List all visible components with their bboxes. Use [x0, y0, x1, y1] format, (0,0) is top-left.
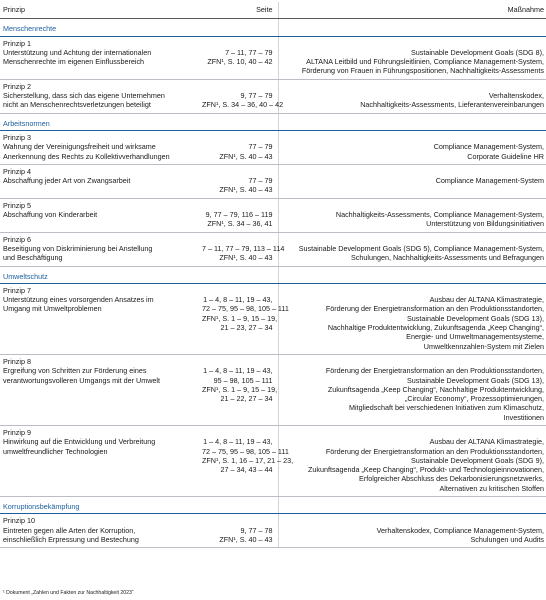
seite-line: 7 – 11, 77 – 79 [225, 47, 273, 57]
massnahme-spacer [282, 167, 545, 176]
massnahme-spacer [282, 39, 545, 48]
principle-text-line: Anerkennung des Rechts zu Kollektivverhandlungen [3, 151, 170, 161]
table-header-row [0, 2, 546, 19]
seite-spacer [202, 516, 273, 525]
seite-spacer [202, 82, 273, 91]
seite-spacer [202, 286, 273, 295]
massnahme-line: Sustainable Development Goals (SDG 8), [410, 47, 544, 57]
massnahme-line: Nachhaltige Produktentwicklung, Zukunftsagenda „Keep Changing“, [327, 323, 544, 333]
principle-row [0, 283, 546, 354]
section-seite-empty [199, 19, 278, 36]
seite-line: ZFN¹, S. 40 – 43 [219, 185, 273, 195]
seite-spacer [202, 357, 273, 366]
section-row [0, 113, 546, 130]
massnahme-line: Alternativen zu kritischen Stoffen [439, 483, 544, 493]
massnahme-line: Schulungen, Nachhaltigkeits-Assessments und Befragungen [351, 253, 544, 263]
seite-line: 77 – 79 [248, 142, 273, 152]
principle-row [0, 514, 546, 548]
seite-line: 72 – 75, 95 – 98, 105 – 111 [202, 304, 289, 314]
seite-line: ZFN¹, S. 40 – 43 [219, 151, 273, 161]
massnahme-spacer [282, 516, 545, 525]
section-seite-empty [199, 113, 278, 130]
massnahme-line: Verhaltenskodex, Compliance Management-System, [376, 525, 544, 535]
principle-cell [0, 130, 199, 164]
seite-line: 21 – 23, 27 – 34 [220, 323, 273, 333]
massnahme-line: Umweltkennzahlen-System mit Zielen [423, 341, 544, 351]
principle-row [0, 164, 546, 198]
massnahme-line: Förderung der Energietransformation an den Produktionsstandorten, [325, 446, 544, 456]
seite-spacer [202, 39, 273, 48]
massnahme-line: Förderung von Frauen in Führungspositionen, Nachhaltigkeits-Assessments [301, 66, 544, 76]
principle-title: Prinzip 7 [3, 285, 31, 295]
principle-text-line: Menschenrechte im eigenen Einflussbereich [3, 57, 145, 67]
massnahme-spacer [282, 82, 545, 91]
seite-line: 95 – 98, 105 – 111 [213, 375, 273, 385]
seite-cell [199, 36, 278, 79]
massnahme-cell [278, 283, 546, 354]
massnahme-cell [278, 354, 546, 425]
seite-spacer [202, 428, 273, 437]
seite-cell [199, 354, 278, 425]
seite-line: ZFN¹, S. 1, 16 – 17, 21 – 23, [202, 455, 294, 465]
section-massnahme-empty [278, 113, 546, 130]
section-massnahme-empty [278, 266, 546, 283]
principle-title: Prinzip 4 [3, 166, 31, 176]
seite-cell [199, 232, 285, 266]
massnahme-line: Energie- und Umweltmanagementsysteme, [406, 332, 544, 342]
principle-text-line: Eintreten gegen alle Arten der Korruption, [3, 525, 136, 535]
seite-line: 27 – 34, 43 – 44 [220, 465, 273, 475]
massnahme-cell [278, 130, 546, 164]
section-seite-empty [199, 497, 278, 514]
principle-text-line: Ergreifung von Schritten zur Förderung eines [3, 366, 147, 376]
seite-line: ZFN¹, S. 40 – 43 [219, 534, 273, 544]
massnahme-cell [278, 164, 546, 198]
principle-title: Prinzip 9 [3, 427, 31, 437]
principle-text-line: umweltfreundlicher Technologien [3, 446, 108, 456]
massnahme-spacer [282, 428, 545, 437]
seite-line: ZFN¹, S. 40 – 43 [219, 253, 273, 263]
massnahme-spacer [282, 201, 545, 210]
principle-row [0, 232, 546, 266]
principle-row [0, 130, 546, 164]
massnahme-line: Zukunftsagenda „Keep Changing“, Produkt- und Technologieinnovationen, [307, 465, 544, 475]
seite-line: ZFN¹, S. 1 – 9, 15 – 19, [202, 384, 278, 394]
principle-row [0, 425, 546, 496]
massnahme-spacer [282, 133, 545, 142]
principle-text-line: Unterstützung eines vorsorgenden Ansatzes im [3, 295, 154, 305]
seite-cell [199, 79, 284, 113]
seite-spacer [202, 133, 273, 142]
header-prinzip: Prinzip [0, 2, 199, 19]
massnahme-line: Erfolgreicher Abschluss des Dekarbonisierungsnetzwerks, [359, 474, 544, 484]
principle-text-line: Unterstützung und Achtung der internationalen [3, 47, 152, 57]
massnahme-line: Nachhaltigkeits-Assessments, Lieferantenvereinbarungen [360, 100, 544, 110]
section-title: Umweltschutz [0, 266, 199, 283]
principle-title: Prinzip 3 [3, 132, 31, 142]
seite-line: 1 – 4, 8 – 11, 19 – 43, [203, 295, 273, 305]
massnahme-line: „Circular Economy“, Prozessoptimierungen, [404, 394, 544, 404]
seite-line: 72 – 75, 95 – 98, 105 – 111 [202, 446, 289, 456]
principle-cell [0, 354, 199, 425]
massnahme-cell [278, 425, 546, 496]
seite-line: 1 – 4, 8 – 11, 19 – 43, [203, 437, 273, 447]
principle-title: Prinzip 8 [3, 356, 31, 366]
principle-title: Prinzip 5 [3, 200, 31, 210]
massnahme-spacer [282, 286, 545, 295]
principle-title: Prinzip 1 [3, 38, 31, 48]
seite-line: ZFN¹, S. 34 – 36, 41 [207, 219, 273, 229]
principle-title: Prinzip 2 [3, 81, 31, 91]
seite-line: 77 – 79 [248, 176, 273, 186]
seite-cell [199, 130, 278, 164]
massnahme-line: Förderung der Energietransformation an den Produktionsstandorten, [325, 366, 544, 376]
section-row [0, 19, 546, 36]
massnahme-line: ALTANA Leitbild und Führungsleitlinien, Compliance Management-System, [306, 57, 544, 67]
principle-text-line: Umgang mit Umweltproblemen [3, 304, 102, 314]
principle-row [0, 36, 546, 79]
section-title: Korruptionsbekämpfung [0, 497, 199, 514]
seite-line: ZFN¹, S. 34 – 36, 40 – 42 [202, 100, 284, 110]
seite-spacer [202, 201, 273, 210]
massnahme-line: Zukunftsagenda „Keep Changing“, Nachhaltige Produktentwicklung, [327, 384, 544, 394]
massnahme-line: Förderung der Energietransformation an den Produktionsstandorten, [325, 304, 544, 314]
principle-cell [0, 36, 199, 79]
massnahme-line: Sustainable Development Goals (SDG 13), [406, 313, 544, 323]
principle-cell [0, 164, 199, 198]
seite-cell [199, 283, 289, 354]
seite-line: 21 – 22, 27 – 34 [220, 394, 273, 404]
seite-cell [199, 164, 278, 198]
principle-text-line: und Beschäftigung [3, 253, 63, 263]
seite-line: 9, 77 – 78 [240, 525, 273, 535]
massnahme-line: Sustainable Development Goals (SDG 5), Compliance Management-System, [298, 243, 544, 253]
massnahme-line: Mitgliedschaft bei verschiedenen Initiativen zum Klimaschutz, [349, 403, 544, 413]
principle-cell [0, 425, 199, 496]
header-massnahme: Maßnahme [278, 2, 546, 19]
seite-cell [199, 198, 278, 232]
footnote: ¹ Dokument „Zahlen und Fakten zur Nachhaltigkeit 2023“ [3, 590, 134, 596]
massnahme-line: Unterstützung von Bildungsinitiativen [426, 219, 544, 229]
massnahme-line: Ausbau der ALTANA Klimastrategie, [429, 295, 544, 305]
section-seite-empty [199, 266, 278, 283]
seite-cell [199, 514, 278, 548]
principle-cell [0, 514, 199, 548]
massnahme-spacer [282, 357, 545, 366]
massnahme-line: Sustainable Development Goals (SDG 13), [406, 375, 544, 385]
massnahme-spacer [282, 235, 545, 244]
seite-spacer [202, 167, 273, 176]
massnahme-line: Sustainable Development Goals (SDG 9), [410, 455, 544, 465]
principle-text-line: einschließlich Erpressung und Bestechung [3, 534, 139, 544]
section-row [0, 497, 546, 514]
principle-cell [0, 79, 199, 113]
section-title: Arbeitsnormen [0, 113, 199, 130]
massnahme-cell [278, 79, 546, 113]
seite-spacer [202, 235, 273, 244]
principle-title: Prinzip 10 [3, 516, 35, 526]
principle-text-line: Hinwirkung auf die Entwicklung und Verbreitung [3, 437, 156, 447]
principle-cell [0, 198, 199, 232]
seite-cell [199, 425, 294, 496]
massnahme-cell [278, 36, 546, 79]
section-massnahme-empty [278, 19, 546, 36]
principle-row [0, 354, 546, 425]
massnahme-line: Nachhaltigkeits-Assessments, Compliance Management-System, [335, 210, 544, 220]
un-global-compact-table [0, 2, 546, 548]
massnahme-line: Compliance Management-System [435, 176, 544, 186]
principle-title: Prinzip 6 [3, 234, 31, 244]
massnahme-cell [278, 232, 546, 266]
massnahme-line: Corporate Guideline HR [467, 151, 544, 161]
principle-cell [0, 283, 199, 354]
header-seite: Seite [199, 2, 278, 19]
massnahme-line: Compliance Management-System, [433, 142, 544, 152]
massnahme-line: Ausbau der ALTANA Klimastrategie, [429, 437, 544, 447]
principle-text-line: Beseitigung von Diskriminierung bei Anstellung [3, 243, 153, 253]
massnahme-line: Verhaltenskodex, [488, 91, 544, 101]
massnahme-cell [278, 198, 546, 232]
seite-line: 9, 77 – 79, 116 – 119 [205, 210, 273, 220]
principle-row [0, 79, 546, 113]
principle-cell [0, 232, 199, 266]
section-massnahme-empty [278, 497, 546, 514]
seite-line: 7 – 11, 77 – 79, 113 – 114 [202, 243, 285, 253]
massnahme-cell [278, 514, 546, 548]
principle-text-line: Abschaffung jeder Art von Zwangsarbeit [3, 176, 131, 186]
massnahme-line: Schulungen und Audits [470, 534, 544, 544]
seite-line: 1 – 4, 8 – 11, 19 – 43, [203, 366, 273, 376]
principle-text-line: Sicherstellung, dass sich das eigene Unternehmen [3, 91, 165, 101]
seite-line: ZFN¹, S. 1 – 9, 15 – 19, [202, 313, 278, 323]
seite-line: 9, 77 – 79 [240, 91, 273, 101]
principle-text-line: nicht an Menschenrechtsverletzungen beteiligt [3, 100, 151, 110]
seite-line: ZFN¹, S. 10, 40 – 42 [207, 57, 273, 67]
principle-row [0, 198, 546, 232]
principle-text-line: Wahrung der Vereinigungsfreiheit und wirksame [3, 142, 156, 152]
principle-text-line: verantwortungsvolleren Umgangs mit der Umwelt [3, 375, 160, 385]
principle-text-line: Abschaffung von Kinderarbeit [3, 210, 98, 220]
massnahme-line: Investitionen [503, 412, 544, 422]
section-row [0, 266, 546, 283]
section-title: Menschenrechte [0, 19, 199, 36]
